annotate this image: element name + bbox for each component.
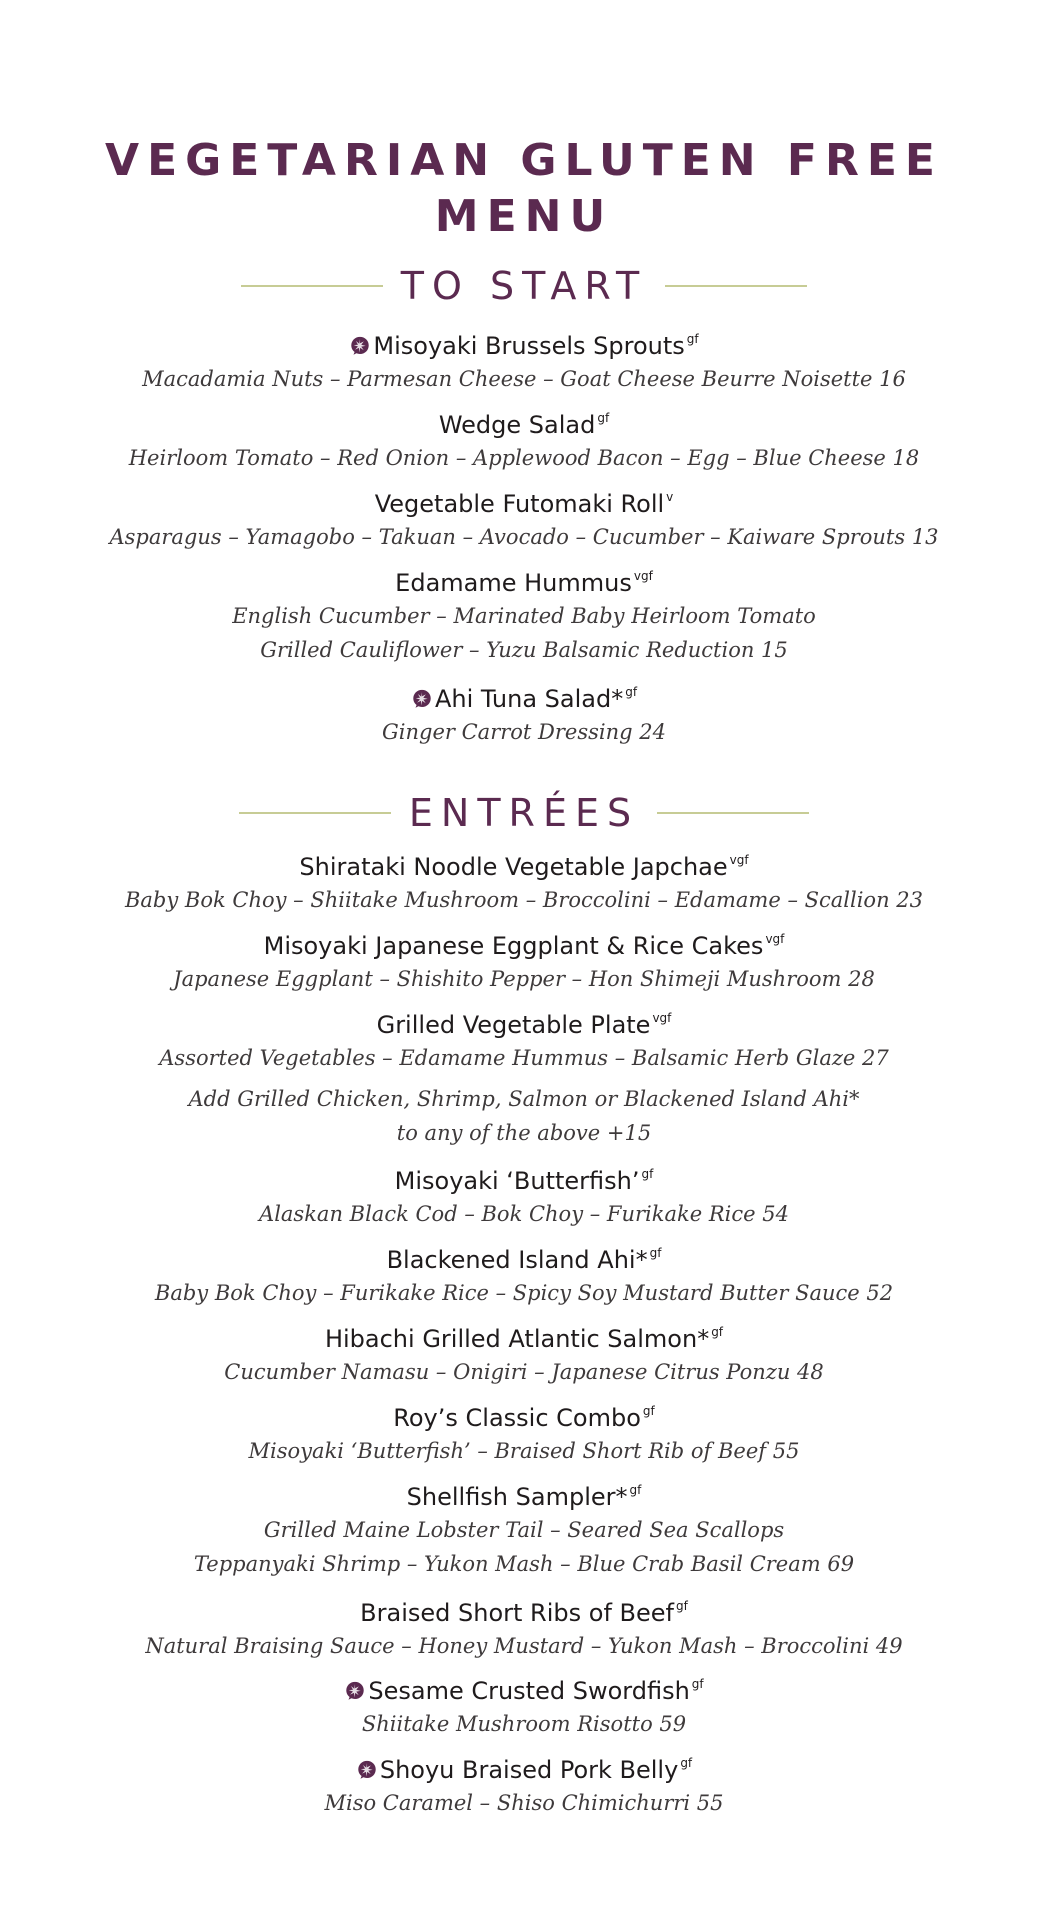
item-name-text: Sesame Crusted Swordfish [368, 1677, 690, 1705]
item-name [0, 1239, 1048, 1276]
item-description: Teppanyaki Shrimp – Yukon Mash – Blue Crab Basil Cream 69 [193, 1552, 855, 1576]
menu-item [0, 1239, 1048, 1310]
item-name [0, 404, 1048, 441]
dietary-tag: gf [642, 1404, 655, 1418]
item-description: Grilled Cauliflower – Yuzu Balsamic Reduction 15 [260, 638, 788, 662]
item-description: Add Grilled Chicken, Shrimp, Salmon or Blackened Island Ahi* [188, 1087, 860, 1111]
item-description: Natural Braising Sauce – Honey Mustard – Yukon Mash – Broccolini 49 [145, 1634, 903, 1658]
item-name [0, 1397, 1048, 1434]
section-label: TO START [400, 264, 648, 308]
item-description: Macadamia Nuts – Parmesan Cheese – Goat Cheese Beurre Noisette 16 [142, 367, 906, 391]
divider-left [241, 285, 383, 287]
monstera-leaf-icon [411, 686, 433, 708]
dietary-tag: gf [675, 1599, 688, 1613]
item-name [0, 1592, 1048, 1629]
menu-item [0, 404, 1048, 475]
menu-item [0, 1592, 1048, 1663]
item-name-text: Hibachi Grilled Atlantic Salmon* [324, 1325, 710, 1353]
menu-item [0, 562, 1048, 667]
item-name-text: Shoyu Braised Pork Belly [379, 1756, 679, 1784]
item-name [0, 1670, 1048, 1707]
item-name [0, 1160, 1048, 1197]
dietary-tag: gf [686, 332, 699, 346]
item-name [0, 483, 1048, 520]
item-name-text: Ahi Tuna Salad* [434, 685, 624, 713]
item-description: Miso Caramel – Shiso Chimichurri 55 [324, 1791, 724, 1815]
item-name-text: Shellfish Sampler* [406, 1483, 628, 1511]
divider-right [665, 285, 807, 287]
menu-item [0, 1082, 1048, 1150]
menu-item [0, 1318, 1048, 1389]
menu-item [0, 1397, 1048, 1468]
menu-item [0, 325, 1048, 396]
item-name [0, 325, 1048, 362]
item-name [0, 1004, 1048, 1041]
dietary-tag: vgf [729, 853, 749, 867]
dietary-tag: gf [649, 1246, 662, 1260]
dietary-tag: vgf [633, 569, 653, 583]
menu-item [0, 925, 1048, 996]
dietary-tag: gf [711, 1325, 724, 1339]
monstera-leaf-icon [349, 333, 371, 355]
item-description: Misoyaki ‘Butterfish’ – Braised Short Rib of Beef 55 [248, 1439, 800, 1463]
dietary-tag: gf [625, 685, 638, 699]
item-description: Assorted Vegetables – Edamame Hummus – Balsamic Herb Glaze 27 [159, 1046, 889, 1070]
item-name-text: Braised Short Ribs of Beef [360, 1599, 674, 1627]
menu-title-line1: VEGETARIAN GLUTEN FREE [105, 135, 943, 186]
item-name-text: Shirataki Noodle Vegetable Japchae [299, 853, 728, 881]
item-name [0, 1476, 1048, 1513]
dietary-tag: vgf [652, 1011, 672, 1025]
divider-left [239, 812, 391, 814]
item-name-text: Wedge Salad [438, 411, 596, 439]
item-name-text: Misoyaki Japanese Eggplant & Rice Cakes [263, 932, 764, 960]
item-name [0, 678, 1048, 715]
item-name [0, 1749, 1048, 1786]
dietary-tag: gf [629, 1483, 642, 1497]
menu-item [0, 678, 1048, 749]
item-description: Baby Bok Choy – Shiitake Mushroom – Broccolini – Edamame – Scallion 23 [124, 888, 923, 912]
menu-item [0, 1476, 1048, 1581]
item-name-text: Blackened Island Ahi* [386, 1246, 648, 1274]
dietary-tag: gf [641, 1167, 654, 1181]
item-description: to any of the above +15 [396, 1121, 652, 1145]
menu-item [0, 1749, 1048, 1820]
item-name-text: Grilled Vegetable Plate [376, 1011, 651, 1039]
item-name-text: Misoyaki ‘Butterfish’ [394, 1167, 640, 1195]
menu-item [0, 483, 1048, 554]
divider-right [657, 812, 809, 814]
item-description: Shiitake Mushroom Risotto 59 [361, 1712, 687, 1736]
item-name-text: Edamame Hummus [395, 569, 632, 597]
section-label: ENTRÉES [408, 791, 640, 835]
section-header-entrees [0, 788, 1048, 838]
menu-item [0, 1670, 1048, 1741]
item-description: Cucumber Namasu – Onigiri – Japanese Citrus Ponzu 48 [224, 1360, 824, 1384]
item-description: English Cucumber – Marinated Baby Heirloom Tomato [232, 604, 816, 628]
menu-item [0, 1004, 1048, 1075]
monstera-leaf-icon [356, 1757, 378, 1779]
item-name-text: Vegetable Futomaki Roll [374, 490, 665, 518]
item-name-text: Roy’s Classic Combo [393, 1404, 641, 1432]
monstera-leaf-icon [344, 1678, 366, 1700]
menu-title-line2: MENU [434, 191, 614, 242]
item-name [0, 1318, 1048, 1355]
item-description: Alaskan Black Cod – Bok Choy – Furikake Rice 54 [259, 1202, 789, 1226]
item-description: Ginger Carrot Dressing 24 [382, 720, 666, 744]
dietary-tag: vgf [765, 932, 785, 946]
dietary-tag: gf [680, 1756, 693, 1770]
dietary-tag: gf [691, 1677, 704, 1691]
menu-item [0, 1160, 1048, 1231]
item-name [0, 925, 1048, 962]
menu-title [0, 133, 1048, 245]
section-header-to-start [0, 261, 1048, 311]
item-description: Baby Bok Choy – Furikake Rice – Spicy Soy Mustard Butter Sauce 52 [154, 1281, 894, 1305]
item-description: Heirloom Tomato – Red Onion – Applewood Bacon – Egg – Blue Cheese 18 [128, 446, 920, 470]
menu-item [0, 846, 1048, 917]
item-name [0, 846, 1048, 883]
item-name-text: Misoyaki Brussels Sprouts [373, 332, 685, 360]
dietary-tag: v [666, 490, 674, 504]
item-description: Asparagus – Yamagobo – Takuan – Avocado – Cucumber – Kaiware Sprouts 13 [109, 525, 939, 549]
dietary-tag: gf [597, 411, 610, 425]
item-description: Japanese Eggplant – Shishito Pepper – Hon Shimeji Mushroom 28 [173, 967, 875, 991]
item-name [0, 562, 1048, 599]
item-description: Grilled Maine Lobster Tail – Seared Sea Scallops [263, 1518, 785, 1542]
